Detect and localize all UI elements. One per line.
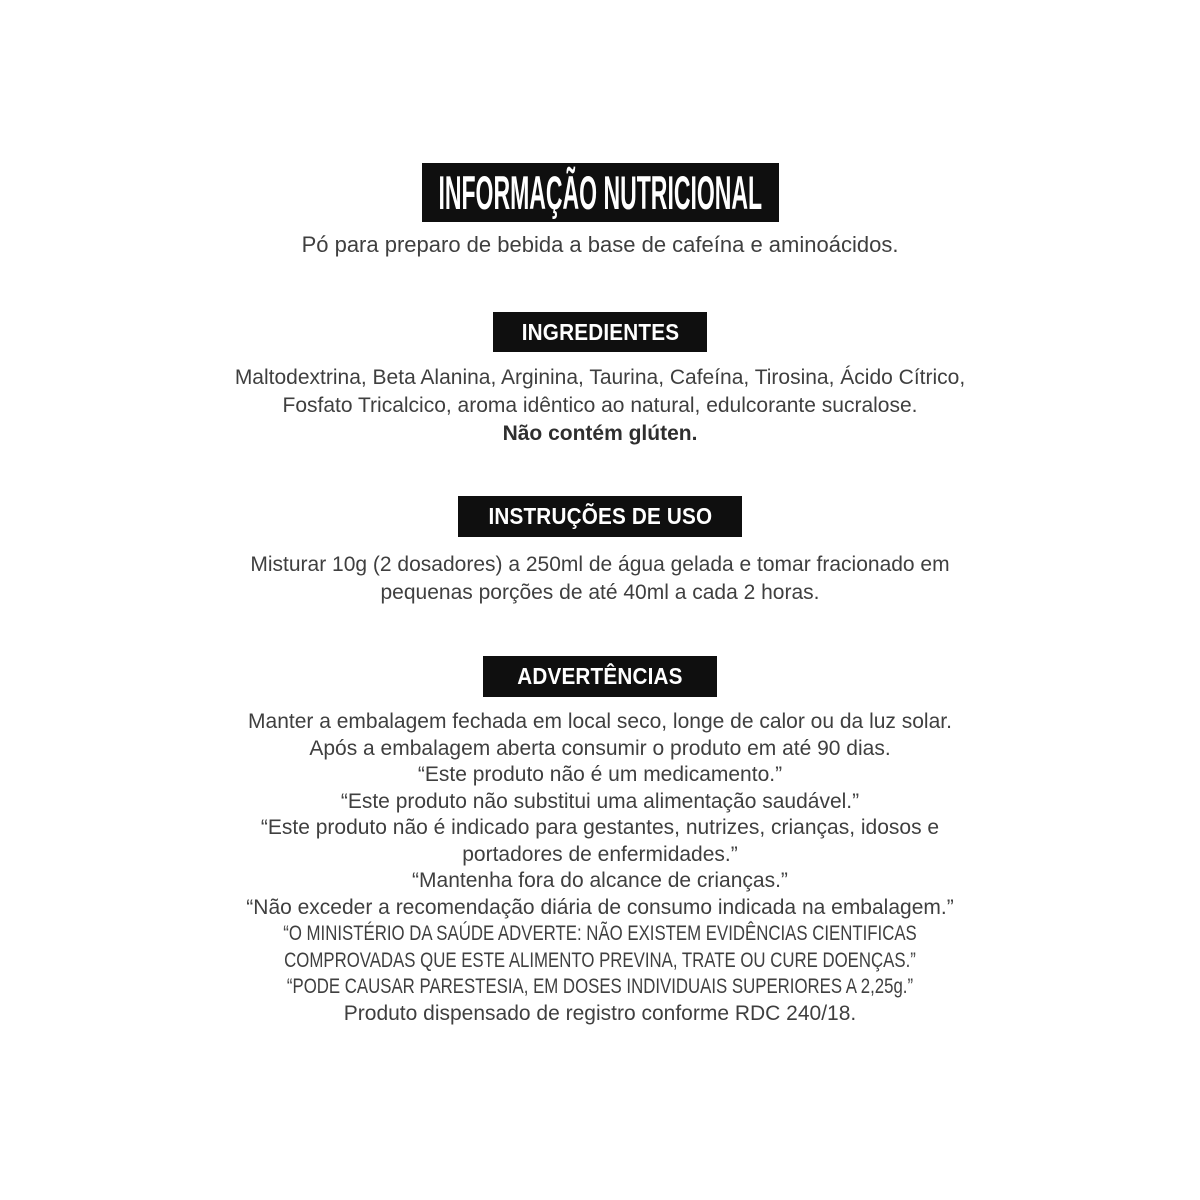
ingredients-text	[0, 364, 1200, 448]
ingredients-line: Maltodextrina, Beta Alanina, Arginina, Taurina, Cafeína, Tirosina, Ácido Cítrico,	[234, 366, 966, 389]
usage-instructions-line: Misturar 10g (2 dosadores) a 250ml de água gelada e tomar fracionado em	[250, 553, 950, 576]
warning-line: “Mantenha fora do alcance de crianças.”	[412, 869, 788, 892]
nutrition-info-banner	[422, 163, 779, 222]
ingredients-banner-label: INGREDIENTES	[521, 318, 679, 345]
warning-line: “Este produto não é um medicamento.”	[417, 763, 783, 786]
usage-instructions-banner	[458, 496, 742, 537]
warning-line: “Não exceder a recomendação diária de consumo indicada na embalagem.”	[246, 895, 954, 919]
product-description-text: Pó para preparo de bebida a base de cafeína e aminoácidos.	[301, 232, 899, 257]
warning-line-ministry: “O MINISTÉRIO DA SAÚDE ADVERTE: NÃO EXISTEM EVIDÊNCIAS CIENTIFICAS	[283, 922, 917, 945]
usage-instructions-line: pequenas porções de até 40ml a cada 2 horas.	[380, 581, 820, 604]
ingredients-banner	[493, 312, 707, 352]
warning-line-paresthesia: “PODE CAUSAR PARESTESIA, EM DOSES INDIVIDUAIS SUPERIORES A 2,25g.”	[286, 975, 914, 998]
gluten-free-note: Não contém glúten.	[502, 422, 698, 445]
ingredients-line: Fosfato Tricalcico, aroma idêntico ao natural, edulcorante sucralose.	[282, 394, 918, 417]
warnings-text	[0, 709, 1200, 1027]
warning-line: portadores de enfermidades.”	[462, 842, 738, 866]
nutrition-info-banner-label: INFORMAÇÃO NUTRICIONAL	[438, 166, 762, 219]
usage-instructions-banner-label: INSTRUÇÕES DE USO	[488, 503, 712, 529]
registration-note: Produto dispensado de registro conforme RDC 240/18.	[343, 1001, 857, 1025]
warning-line: “Este produto não substitui uma alimentação saudável.”	[340, 789, 860, 813]
usage-instructions-text	[0, 551, 1200, 607]
warning-line: Manter a embalagem fechada em local seco, longe de calor ou da luz solar.	[248, 710, 952, 733]
warning-line: “Este produto não é indicado para gestantes, nutrizes, crianças, idosos e	[260, 816, 940, 839]
warning-line: Após a embalagem aberta consumir o produto em até 90 dias.	[309, 736, 891, 760]
warnings-banner-label: ADVERTÊNCIAS	[517, 663, 683, 689]
product-description	[0, 232, 1200, 258]
warnings-banner	[483, 656, 717, 697]
warning-line-ministry: COMPROVADAS QUE ESTE ALIMENTO PREVINA, TRATE OU CURE DOENÇAS.”	[284, 948, 916, 972]
